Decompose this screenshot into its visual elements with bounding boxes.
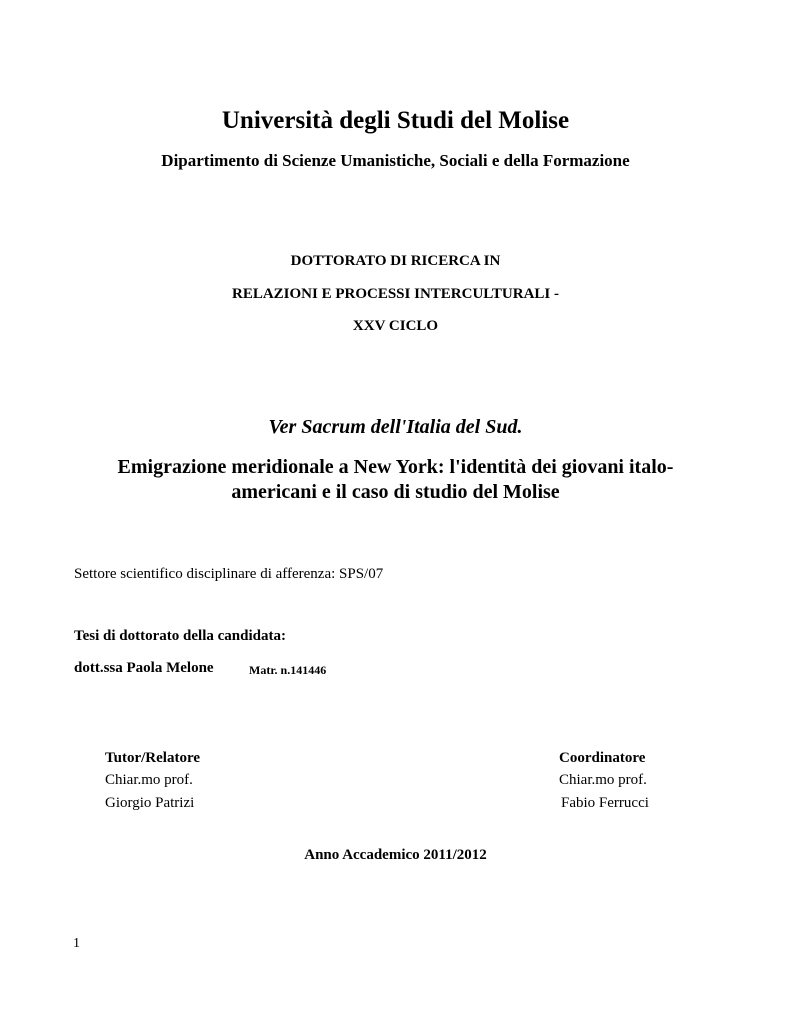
coordinator-role: Coordinatore xyxy=(559,750,646,766)
tutor-role: Tutor/Relatore xyxy=(105,750,200,766)
doctorate-line-3: XXV CICLO xyxy=(352,318,439,334)
thesis-subtitle-line-2: americani e il caso di studio del Molise xyxy=(231,481,560,503)
department-title: Dipartimento di Scienze Umanistiche, Sociali e della Formazione xyxy=(161,151,630,170)
candidate-heading: Tesi di dottorato della candidata: xyxy=(74,628,286,644)
scientific-sector: Settore scientifico disciplinare di afferenza: SPS/07 xyxy=(74,566,384,582)
coordinator-title: Chiar.mo prof. xyxy=(559,772,647,788)
page-number: 1 xyxy=(73,936,80,951)
coordinator-name: Fabio Ferrucci xyxy=(561,795,649,811)
candidate-matriculation: Matr. n.141446 xyxy=(249,663,327,677)
candidate-name: dott.ssa Paola Melone xyxy=(74,660,214,676)
tutor-name: Giorgio Patrizi xyxy=(105,795,195,811)
doctorate-line-2: RELAZIONI E PROCESSI INTERCULTURALI - xyxy=(231,286,560,302)
university-title: Università degli Studi del Molise xyxy=(221,107,570,134)
doctorate-line-1: DOTTORATO DI RICERCA IN xyxy=(290,253,501,269)
thesis-title: Ver Sacrum dell'Italia del Sud. xyxy=(268,416,523,438)
academic-year: Anno Accademico 2011/2012 xyxy=(304,847,487,863)
thesis-subtitle-line-1: Emigrazione meridionale a New York: l'identità dei giovani italo- xyxy=(117,456,674,478)
tutor-title: Chiar.mo prof. xyxy=(105,772,193,788)
